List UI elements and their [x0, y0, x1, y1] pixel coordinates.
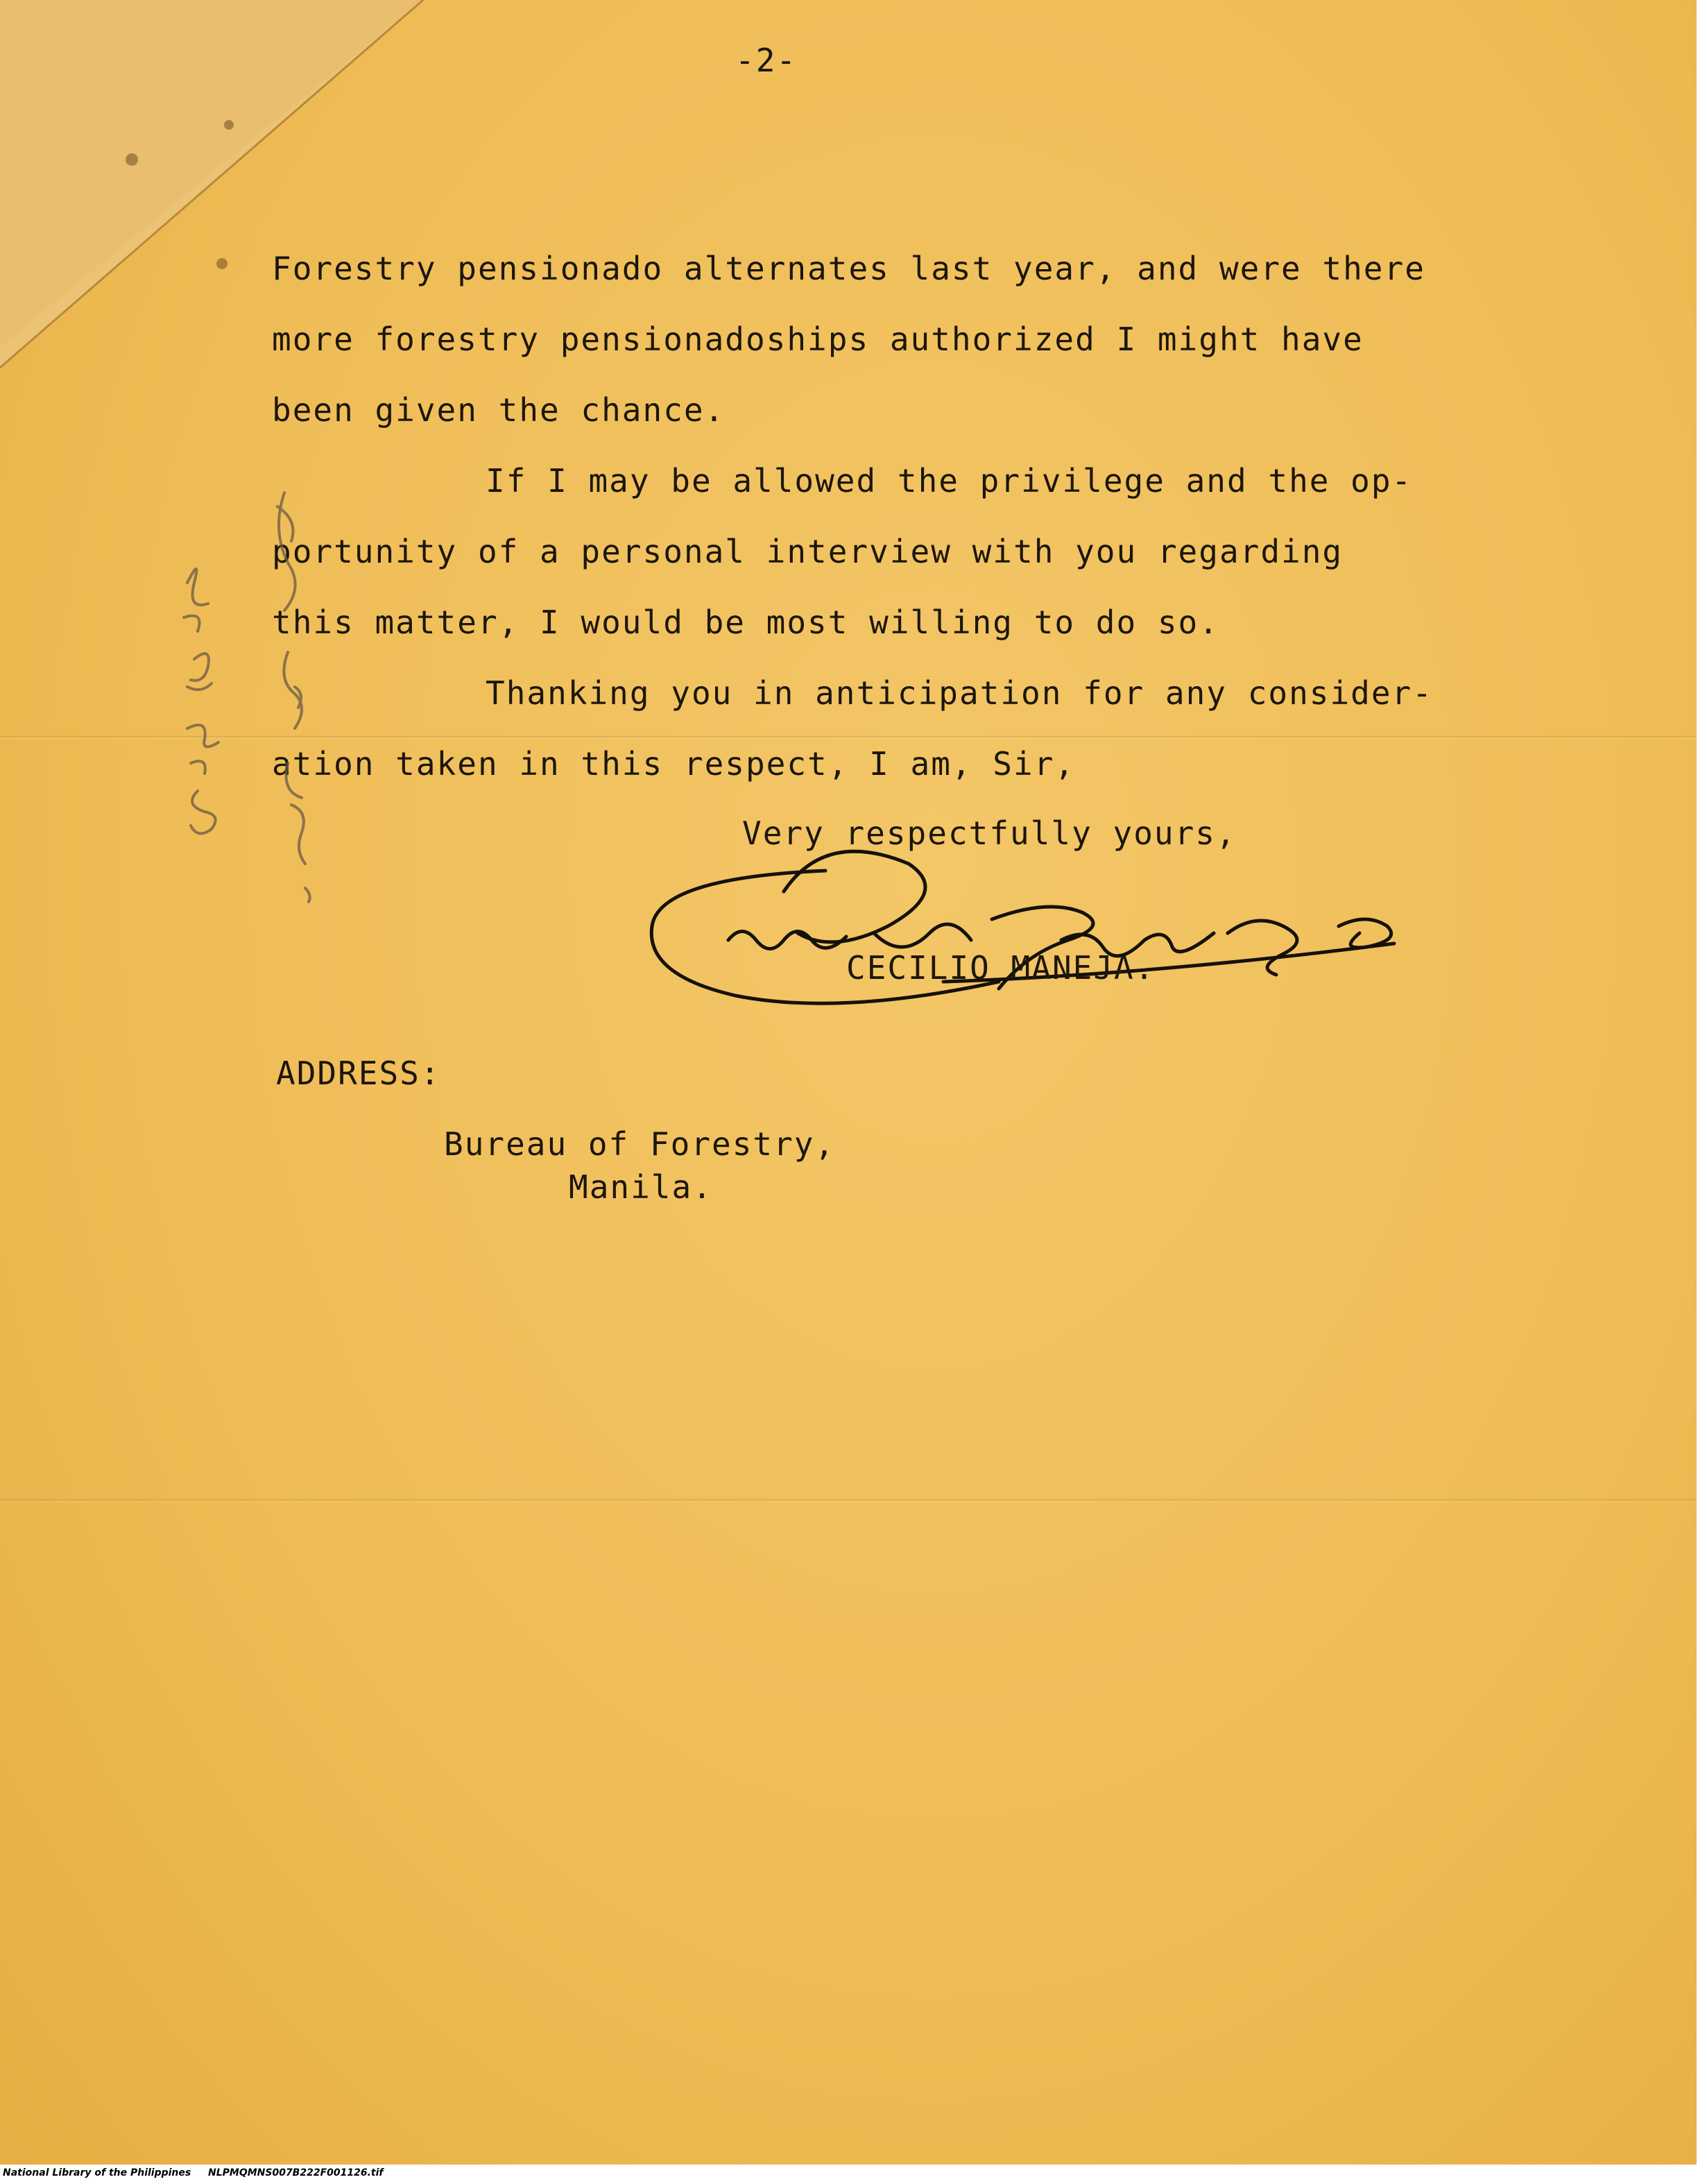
body-line: this matter, I would be most willing to do so. — [272, 604, 1219, 641]
body-line: Forestry pensionado alternates last year, and were there — [272, 250, 1425, 287]
closing: Very respectfully yours, — [742, 814, 1237, 852]
pencil-marginal-notes — [166, 479, 347, 909]
footer-institution: National Library of the Philippines — [3, 2167, 191, 2178]
body-line: been given the chance. — [272, 391, 726, 429]
body-line: ation taken in this respect, I am, Sir, — [272, 745, 1076, 783]
body-line: portunity of a personal interview with you regarding — [272, 533, 1344, 570]
scan-edge — [1697, 0, 1707, 2165]
body-line: Thanking you in anticipation for any consider- — [486, 674, 1433, 712]
body-line: more forestry pensionadoships authorized I might have — [272, 321, 1364, 358]
footer-file-id: NLPMQMNS007B222F001126.tif — [208, 2167, 384, 2178]
address-label: ADDRESS: — [276, 1055, 441, 1092]
address-line: Bureau of Forestry, — [444, 1125, 836, 1163]
address-line: Manila. — [569, 1168, 713, 1206]
folded-corner — [0, 0, 430, 375]
paper-fold-line — [0, 1499, 1697, 1503]
signer-name: CECILIO MANEJA. — [846, 949, 1156, 987]
page-number: -2- — [735, 42, 798, 79]
body-line: If I may be allowed the privilege and the op- — [486, 462, 1413, 500]
